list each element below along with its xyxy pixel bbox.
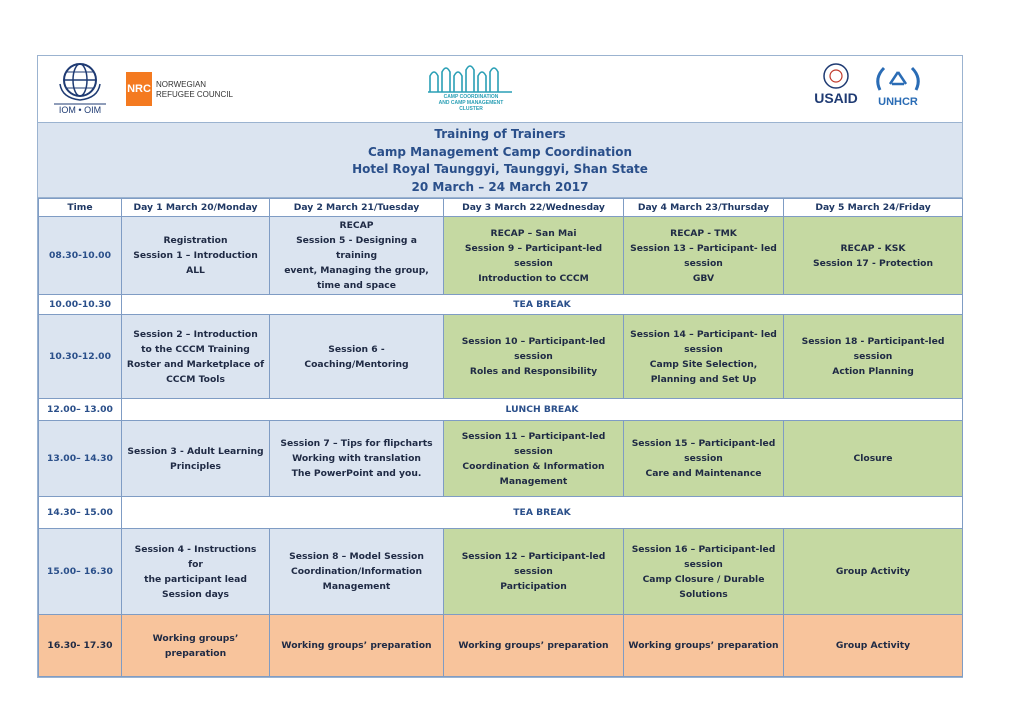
cell-line: Planning and Set Up xyxy=(650,373,757,385)
cell-line: Coaching/Mentoring xyxy=(304,358,409,370)
cell-line: Solutions xyxy=(679,588,728,600)
cell-line: preparation xyxy=(164,647,227,659)
cell-line: Session 6 - xyxy=(328,343,385,355)
cell-line: Session 16 – Participant-led xyxy=(631,543,776,555)
cell-line: RECAP – San Mai xyxy=(490,227,577,239)
time-cell: 13.00– 14.30 xyxy=(39,421,122,497)
nrc-name-line1: NORWEGIAN xyxy=(156,80,207,89)
header-time: Time xyxy=(39,199,122,217)
cell-line: Session 12 – Participant-led xyxy=(461,551,606,562)
header-row xyxy=(39,199,963,217)
header-day1: Day 1 March 20/Monday xyxy=(122,199,270,217)
session-cell xyxy=(122,421,270,497)
session-cell xyxy=(784,421,963,497)
cell-line: Session 2 – Introduction xyxy=(133,328,258,340)
cell-line: event, Managing the group, xyxy=(284,265,429,276)
table-row xyxy=(39,615,963,677)
session-cell xyxy=(122,529,270,615)
session-cell xyxy=(784,217,963,295)
iom-logo-text: IOM • OIM xyxy=(58,105,102,115)
cell-line: Camp Site Selection, xyxy=(649,358,758,370)
title-block xyxy=(38,122,962,198)
cell-line: ALL xyxy=(186,265,205,276)
cell-line: Closure xyxy=(853,453,893,464)
cell-line: Session 1 – Introduction xyxy=(133,250,258,261)
session-cell xyxy=(270,315,444,399)
cell-line: session xyxy=(514,445,553,457)
cell-line: Session days xyxy=(162,588,229,600)
cell-line: time and space xyxy=(317,280,396,291)
agenda-document xyxy=(37,55,963,678)
table-row xyxy=(39,529,963,615)
break-row xyxy=(39,497,963,529)
iom-logo xyxy=(50,60,110,118)
cccm-logo xyxy=(426,64,516,116)
time-cell: 15.00– 16.30 xyxy=(39,529,122,615)
cccm-line1: CAMP COORDINATION xyxy=(443,94,499,100)
session-cell xyxy=(444,315,624,399)
session-cell xyxy=(444,421,624,497)
cell-line: Action Planning xyxy=(832,366,914,377)
cell-line: RECAP - KSK xyxy=(840,242,906,254)
cell-line: Session 9 – Participant-led xyxy=(464,242,603,254)
session-cell xyxy=(784,529,963,615)
cell-line: Session 14 – Participant- led xyxy=(630,328,777,340)
schedule-table xyxy=(38,198,963,677)
usaid-wordmark: USAID xyxy=(814,90,858,106)
cell-line: Group Activity xyxy=(835,566,911,577)
title-line4: 20 March – 24 March 2017 xyxy=(411,179,589,194)
session-cell xyxy=(270,421,444,497)
cell-line: Working groups’ preparation xyxy=(458,640,609,651)
time-cell: 10.30-12.00 xyxy=(39,315,122,399)
cell-line: Session 4 - Instructions for xyxy=(134,543,257,570)
session-cell xyxy=(624,217,784,295)
usaid-logo xyxy=(808,62,864,116)
cell-line: Group Activity xyxy=(835,640,911,651)
table-row xyxy=(39,315,963,399)
cell-line: Principles xyxy=(170,460,221,472)
cell-line: Session 8 – Model Session xyxy=(289,551,424,562)
cell-line: Coordination & Information xyxy=(462,460,605,472)
cell-line: Management xyxy=(322,581,391,592)
cell-line: session xyxy=(684,558,723,570)
nrc-name-line2: REFUGEE COUNCIL xyxy=(156,90,233,99)
cell-line: Session 3 - Adult Learning xyxy=(127,445,264,457)
session-cell xyxy=(784,615,963,677)
header-day2: Day 2 March 21/Tuesday xyxy=(270,199,444,217)
cell-line: Working groups’ preparation xyxy=(628,640,779,651)
cell-line: Working with translation xyxy=(292,453,421,464)
cell-line: session xyxy=(684,453,723,464)
header-day4: Day 4 March 23/Thursday xyxy=(624,199,784,217)
cell-line: Session 10 – Participant-led xyxy=(461,336,606,347)
cell-line: Session 5 - Designing a training xyxy=(296,235,417,261)
cell-line: Roster and Marketplace of xyxy=(126,358,265,370)
cell-line: to the CCCM Training xyxy=(141,343,250,355)
cell-line: the participant lead xyxy=(144,573,247,585)
cell-line: RECAP xyxy=(339,220,374,231)
break-row xyxy=(39,295,963,315)
session-cell xyxy=(122,615,270,677)
usaid-seal-icon xyxy=(808,62,864,90)
cell-line: The PowerPoint and you. xyxy=(291,468,422,479)
cell-line: Management xyxy=(499,475,568,487)
cell-line: Session 7 – Tips for flipcharts xyxy=(280,438,433,449)
session-cell xyxy=(444,615,624,677)
title-line1: Training of Trainers xyxy=(434,127,566,141)
cell-line: Introduction to CCCM xyxy=(478,272,589,284)
time-cell: 16.30- 17.30 xyxy=(39,615,122,677)
session-cell xyxy=(270,529,444,615)
cell-line: session xyxy=(514,351,553,362)
session-cell xyxy=(624,421,784,497)
time-cell: 08.30-10.00 xyxy=(39,217,122,295)
unhcr-wordmark: UNHCR xyxy=(878,96,918,108)
cell-line: RECAP - TMK xyxy=(670,227,737,239)
session-cell xyxy=(624,315,784,399)
time-cell: 10.00-10.30 xyxy=(39,295,122,315)
cell-line: GBV xyxy=(692,272,715,284)
cell-line: Session 17 - Protection xyxy=(812,257,934,269)
cell-line: Care and Maintenance xyxy=(645,468,762,479)
title-line3: Hotel Royal Taunggyi, Taunggyi, Shan State xyxy=(352,162,648,176)
title-line2: Camp Management Camp Coordination xyxy=(367,144,633,159)
cell-line: Session 15 – Participant-led xyxy=(631,438,776,449)
break-label: TEA BREAK xyxy=(122,497,963,529)
cell-line: session xyxy=(684,257,723,269)
session-cell xyxy=(122,217,270,295)
break-label: LUNCH BREAK xyxy=(122,399,963,421)
table-row xyxy=(39,421,963,497)
session-cell xyxy=(444,529,624,615)
cell-line: Coordination/Information xyxy=(290,566,423,577)
break-row xyxy=(39,399,963,421)
cell-line: Registration xyxy=(163,235,228,246)
session-cell xyxy=(122,315,270,399)
cell-line: Camp Closure / Durable xyxy=(642,573,765,585)
header-day5: Day 5 March 24/Friday xyxy=(784,199,963,217)
nrc-mark: NRC xyxy=(126,72,152,106)
table-row xyxy=(39,217,963,295)
session-cell xyxy=(444,217,624,295)
cell-line: CCCM Tools xyxy=(166,373,225,385)
session-cell xyxy=(270,217,444,295)
nrc-logo xyxy=(126,70,236,106)
time-cell: 12.00– 13.00 xyxy=(39,399,122,421)
time-cell: 14.30– 15.00 xyxy=(39,497,122,529)
unhcr-logo xyxy=(870,64,926,116)
cccm-line2: AND CAMP MANAGEMENT xyxy=(438,100,504,106)
session-cell xyxy=(270,615,444,677)
session-cell xyxy=(624,615,784,677)
cell-line: session xyxy=(514,257,553,269)
cell-line: Session 13 – Participant- led xyxy=(630,242,777,254)
break-label: TEA BREAK xyxy=(122,295,963,315)
session-cell xyxy=(784,315,963,399)
cell-line: Roles and Responsibility xyxy=(469,366,598,377)
unhcr-laurel-icon xyxy=(870,64,926,94)
logo-banner xyxy=(38,56,962,122)
cell-line: session xyxy=(514,566,553,577)
cell-line: Participation xyxy=(500,581,567,592)
cell-line: session xyxy=(684,343,723,355)
cell-line: Session 18 - Participant-led xyxy=(801,336,945,347)
cccm-line3: CLUSTER xyxy=(459,106,483,112)
cell-line: session xyxy=(853,351,893,362)
header-day3: Day 3 March 22/Wednesday xyxy=(444,199,624,217)
cell-line: Session 11 – Participant-led xyxy=(461,430,606,442)
cccm-shelters-icon xyxy=(426,64,516,94)
cell-line: Working groups’ preparation xyxy=(281,640,432,651)
session-cell xyxy=(624,529,784,615)
cell-line: Working groups’ xyxy=(152,632,239,644)
